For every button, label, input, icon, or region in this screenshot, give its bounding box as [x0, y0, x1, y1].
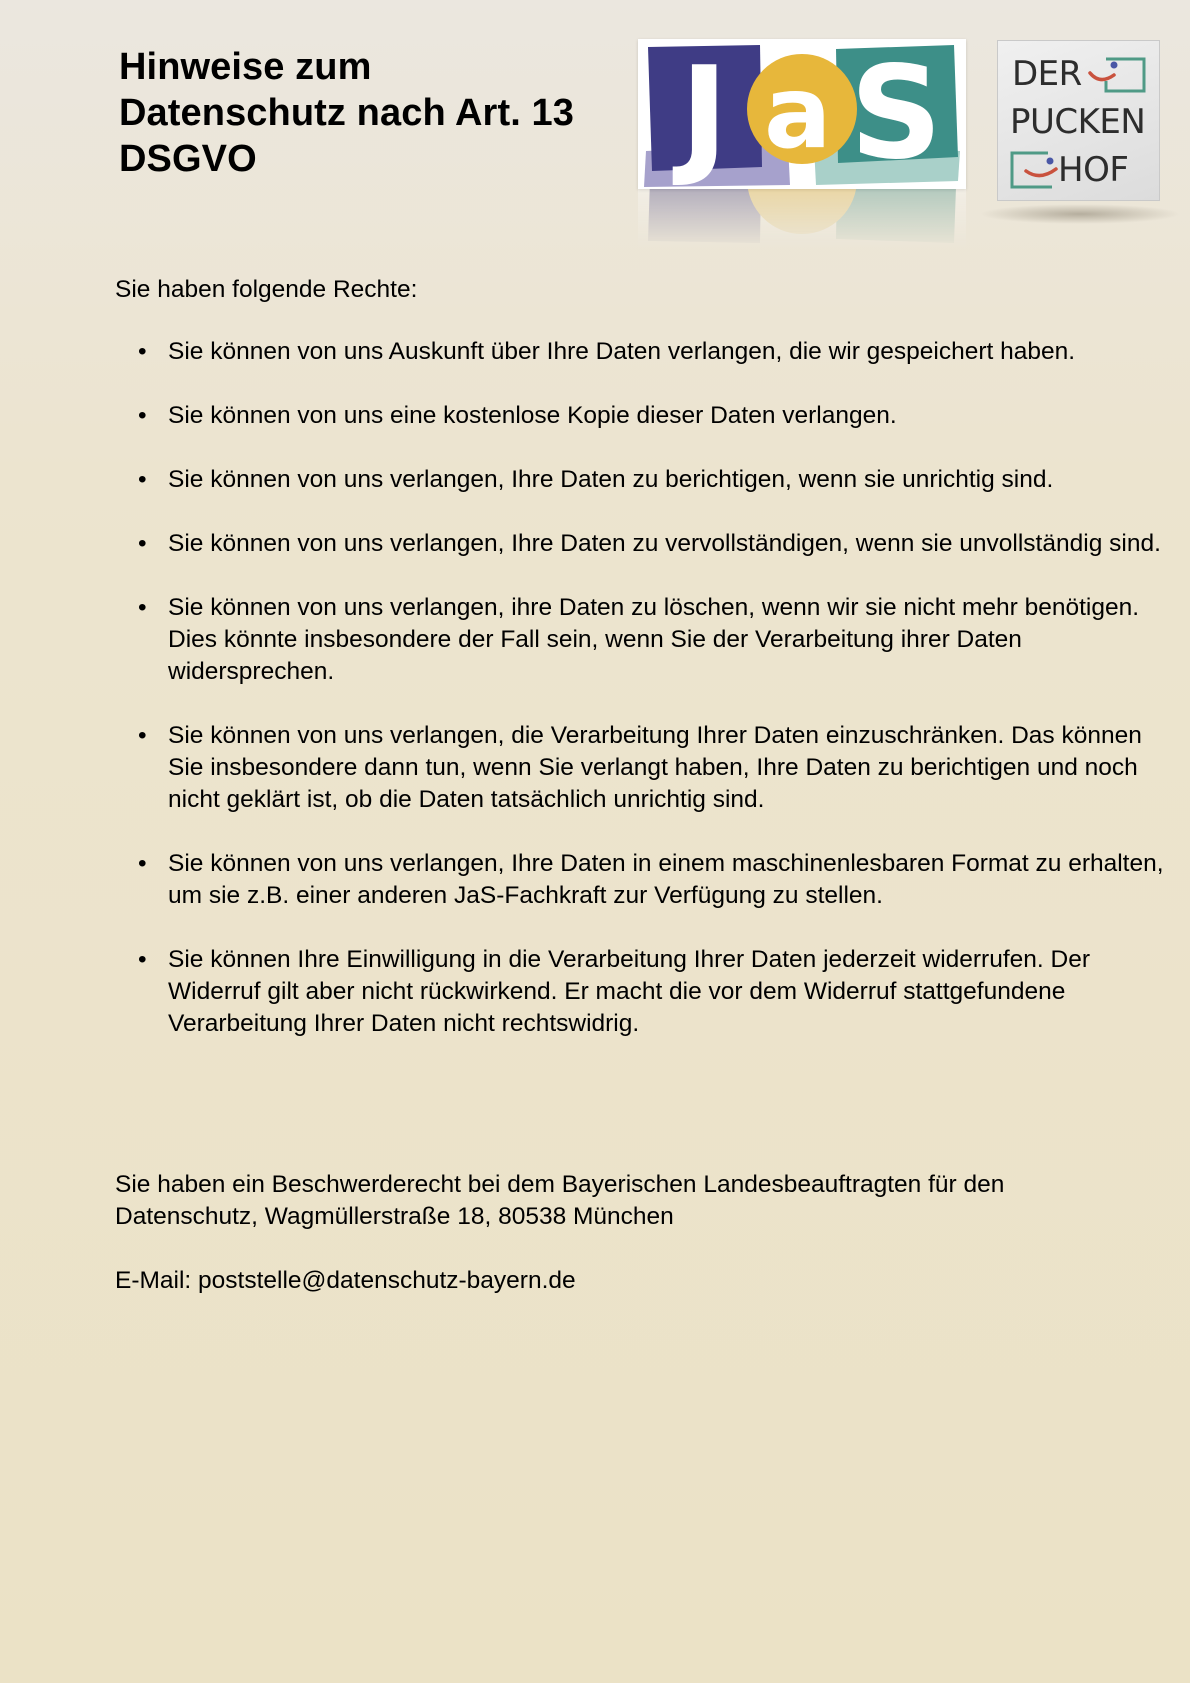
jas-logo [638, 39, 966, 189]
pucken-hof-logo [997, 40, 1160, 201]
bullet-icon: • [138, 722, 147, 749]
list-item [115, 720, 1175, 816]
list-item [115, 336, 1175, 368]
pucken-line-der: DER [1012, 54, 1082, 94]
bullet-icon: • [138, 338, 147, 365]
list-item-text: Sie können Ihre Einwilligung in die Verarbeitung Ihrer Daten jederzeit widerrufen. Der Widerruf gilt aber nicht rückwirkend. Er macht die vor dem Widerruf stattgefundene Verarbeitung Ihrer Daten nicht rechtswidrig. [168, 946, 1090, 1037]
list-item-text: Sie können von uns eine kostenlose Kopie dieser Daten verlangen. [168, 402, 897, 429]
page-title [119, 44, 589, 182]
bullet-icon: • [138, 594, 147, 621]
list-item-text: Sie können von uns verlangen, Ihre Daten zu berichtigen, wenn sie unrichtig sind. [168, 466, 1054, 493]
list-item-text: Sie können von uns verlangen, Ihre Daten zu vervollständigen, wenn sie unvollständig sind. [168, 530, 1161, 557]
rights-intro: Sie haben folgende Rechte: [115, 276, 418, 303]
jas-letter-s: S [850, 39, 943, 188]
jas-logo-graphic [638, 39, 966, 189]
list-item-text: Sie können von uns verlangen, Ihre Daten in einem maschinenlesbaren Format zu erhalten, um sie z.B. einer anderen JaS-Fachkraft zur Verfügung zu stellen. [168, 850, 1164, 909]
title-line-3: DSGVO [119, 138, 257, 180]
list-item [115, 528, 1175, 560]
pucken-line-pucken: PUCKEN [1010, 102, 1146, 142]
jas-letter-j: J [680, 39, 729, 189]
title-line-1: Hinweise zum [119, 46, 372, 88]
list-item-text: Sie können von uns verlangen, ihre Daten zu löschen, wenn wir sie nicht mehr benötigen. Dies könnte insbesondere der Fall sein, wenn Sie der Verarbeitung ihrer Daten widersprechen. [168, 594, 1140, 685]
list-item-text: Sie können von uns Auskunft über Ihre Daten verlangen, die wir gespeichert haben. [168, 338, 1076, 365]
bullet-icon: • [138, 402, 147, 429]
smiley-frame-icon [1086, 55, 1148, 95]
list-item [115, 400, 1175, 432]
complaint-notice: Sie haben ein Beschwerderecht bei dem Bayerischen Landesbeauftragten für den Datenschutz, Wagmüllerstraße 18, 80538 München [115, 1171, 1005, 1230]
list-item [115, 944, 1175, 1040]
list-item-text: Sie können von uns verlangen, die Verarbeitung Ihrer Daten einzuschränken. Das können Sie insbesondere dann tun, wenn Sie verlangt haben, Ihre Daten zu berichtigen und noch nicht geklärt ist, ob die Daten tatsächlich unrichtig sind. [168, 722, 1142, 813]
list-item [115, 848, 1175, 912]
pucken-logo-shadow [980, 204, 1180, 224]
pucken-line-hof: HOF [1058, 150, 1129, 190]
title-line-2: Datenschutz nach Art. 13 [119, 92, 574, 134]
jas-logo-reflection [638, 189, 966, 249]
jas-letter-a: a [764, 54, 832, 171]
bullet-icon: • [138, 850, 147, 877]
contact-email[interactable]: E-Mail: poststelle@datenschutz-bayern.de [115, 1267, 576, 1294]
rights-list [115, 336, 1175, 1072]
smiley-frame-icon-2 [1008, 149, 1060, 191]
bullet-icon: • [138, 466, 147, 493]
bullet-icon: • [138, 946, 147, 973]
list-item [115, 464, 1175, 496]
list-item [115, 592, 1175, 688]
bullet-icon: • [138, 530, 147, 557]
